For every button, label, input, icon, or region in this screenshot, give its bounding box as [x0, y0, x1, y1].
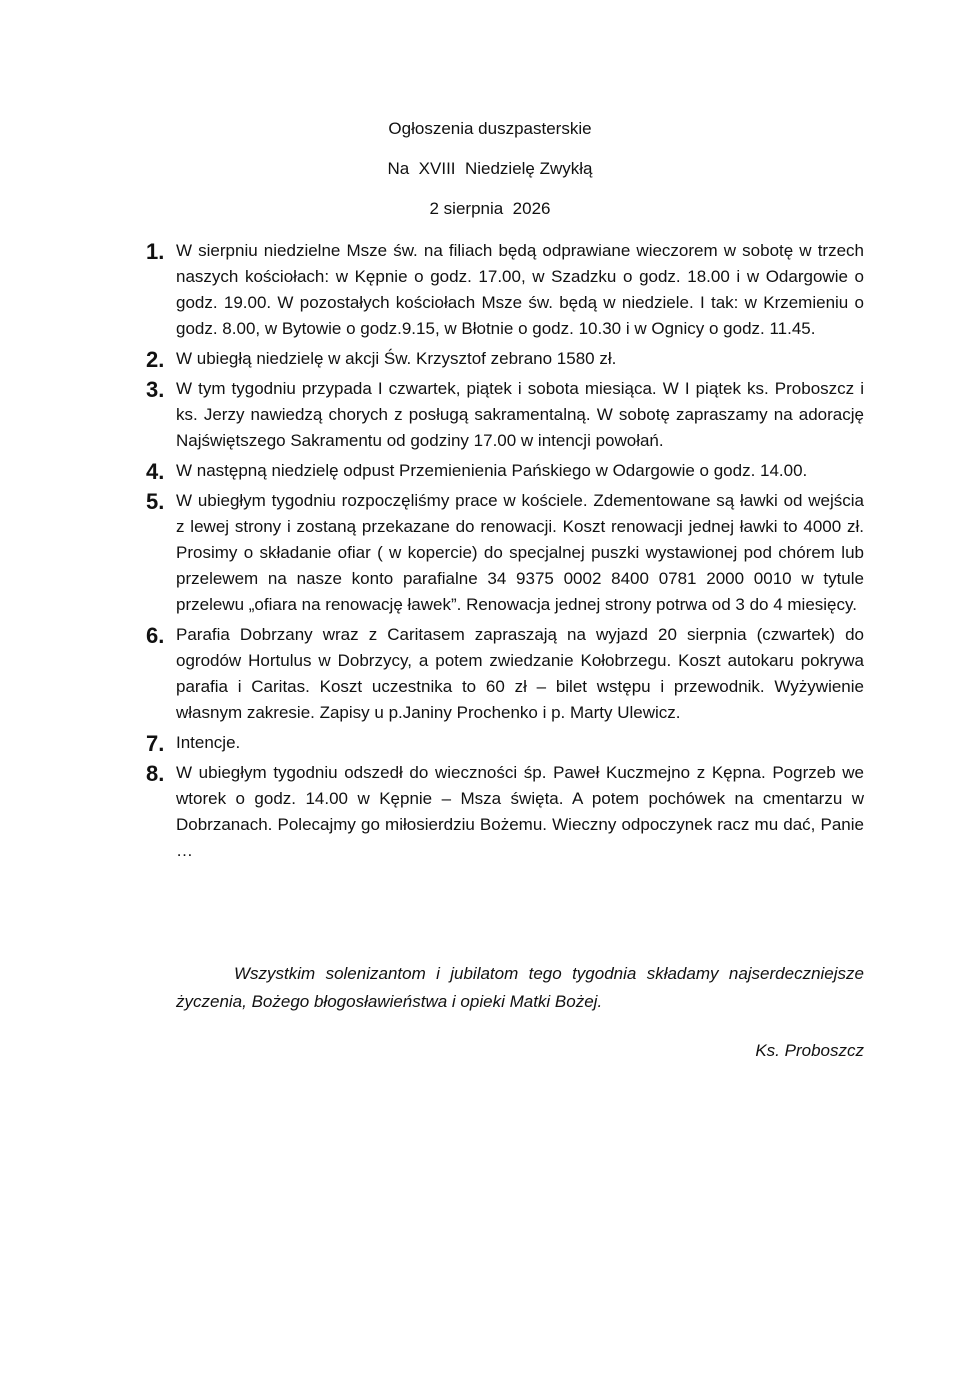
document-title: Ogłoszenia duszpasterskie	[388, 119, 592, 138]
announcement-text: W sierpniu niedzielne Msze św. na filiach będą odprawiane wieczorem w sobotę w trzech naszych kościołach: w Kępnie o godz. 17.00, w Szadzku o godz. 18.00 i w Odargowie o godz. 19.00. W pozostałych kościołach Msze św. będą w niedziele. I tak: w Krzemieniu o godz. 8.00, w Bytowie o godz.9.15, w Błotnie o godz. 10.30 i w Ognicy o godz. 11.45.	[176, 241, 864, 338]
announcement-number: 8.	[146, 761, 165, 786]
announcement-item	[146, 376, 864, 454]
announcement-text: Intencje.	[176, 733, 241, 752]
announcement-item	[146, 622, 864, 726]
announcement-item	[146, 458, 864, 484]
announcement-number: 7.	[146, 731, 165, 756]
closing-wishes: Wszystkim solenizantom i jubilatom tego tygodnia składamy najserdeczniejsze życzenia, Bożego błogosławieństwa i opieki Matki Bożej.	[176, 964, 864, 1011]
announcement-item	[146, 238, 864, 342]
announcement-text: W tym tygodniu przypada I czwartek, piątek i sobota miesiąca. W I piątek ks. Proboszcz i ks. Jerzy nawiedzą chorych z posługą sakramentalną. W sobotę zapraszamy na adorację Najświętszego Sakramentu od godziny 17.00 w intencji powołań.	[176, 379, 864, 450]
announcement-number: 1.	[146, 239, 165, 264]
document-subtitle: Na XVIII Niedzielę Zwykłą	[387, 159, 593, 178]
announcement-number: 2.	[146, 347, 165, 372]
announcement-number: 6.	[146, 623, 165, 648]
announcement-item	[146, 730, 864, 756]
announcement-number: 3.	[146, 377, 165, 402]
announcement-text: Parafia Dobrzany wraz z Caritasem zapraszają na wyjazd 20 sierpnia (czwartek) do ogrodów Hortulus w Dobrzycy, a potem zwiedzanie Kołobrzegu. Koszt autokaru pokrywa parafia i Caritas. Koszt uczestnika to 60 zł – bilet wstępu i przewodnik. Wyżywienie własnym zakresie. Zapisy u p.Janiny Prochenko i p. Marty Ulewicz.	[176, 625, 864, 722]
announcement-list	[146, 238, 864, 868]
announcement-text: W następną niedzielę odpust Przemienienia Pańskiego w Odargowie o godz. 14.00.	[176, 461, 808, 480]
document-date: 2 sierpnia 2026	[429, 199, 551, 218]
announcement-item	[146, 760, 864, 864]
announcement-text: W ubiegłym tygodniu odszedł do wieczności śp. Paweł Kuczmejno z Kępna. Pogrzeb we wtorek o godz. 14.00 w Kępnie – Msza święta. A potem pochówek na cmentarzu w Dobrzanach. Polecajmy go miłosierdziu Bożemu. Wieczny odpoczynek racz mu dać, Panie …	[176, 763, 864, 860]
announcement-number: 5.	[146, 489, 165, 514]
announcement-text: W ubiegłą niedzielę w akcji Św. Krzysztof zebrano 1580 zł.	[176, 349, 617, 368]
announcement-item	[146, 346, 864, 372]
signature: Ks. Proboszcz	[755, 1041, 864, 1060]
announcement-text: W ubiegłym tygodniu rozpoczęliśmy prace w kościele. Zdementowane są ławki od wejścia z lewej strony i zostaną przekazane do renowacji. Koszt renowacji jednej ławki to 4000 zł. Prosimy o składanie ofiar ( w kopercie) do specjalnej puszki wystawionej pod chórem lub przelewem na nasze konto parafialne 34 9375 0002 8400 0781 2000 0010 w tytule przelewu „ofiara na renowację ławek”. Renowacja jednej strony potrwa od 3 do 4 miesięcy.	[176, 491, 864, 614]
announcement-number: 4.	[146, 459, 165, 484]
announcement-item	[146, 488, 864, 618]
